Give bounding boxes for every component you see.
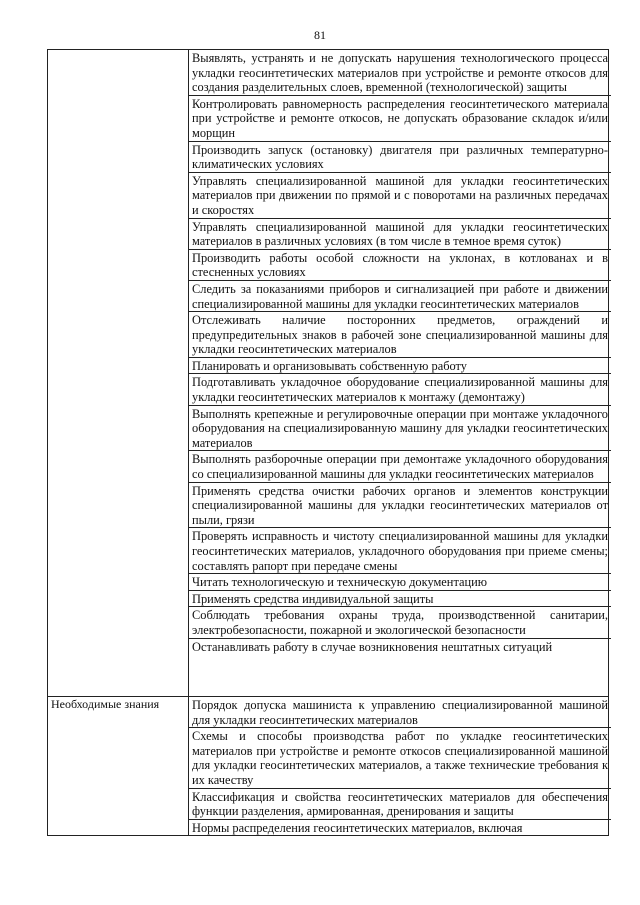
skill-item: Контролировать равномерность распределения геосинтетического материала при устройстве и ремонте откосов, не допускать образование складок и/или морщин [189,96,611,142]
knowledge-row [48,697,609,836]
skill-item: Выполнять разборочные операции при демонтаже укладочного оборудования со специализированной машины для укладки геосинтетических материалов [189,451,611,482]
knowledge-item: Схемы и способы производства работ по укладке геосинтетических материалов при устройстве и ремонте откосов специализированной машиной для укладки геосинтетических материалов, а также технические требования к их качеству [189,728,611,788]
skill-item: Останавливать работу в случае возникновения нештатных ситуаций [192,639,553,654]
skill-item: Проверять исправность и чистоту специализированной машины для укладки геосинтетических материалов, укладочного оборудования при приеме смены; составлять рапорт при передаче смены [189,528,611,574]
skills-items-cell [189,50,609,697]
skill-item: Управлять специализированной машиной для укладки геосинтетических материалов в различных условиях (в том числе в темное время суток) [189,219,611,250]
skill-item: Производить работы особой сложности на уклонах, в котлованах и в стесненных условиях [189,250,611,281]
skills-row [48,50,609,697]
skill-item: Применять средства индивидуальной защиты [189,591,611,608]
skill-item: Применять средства очистки рабочих органов и элементов конструкции специализированной машины для укладки геосинтетических материалов от пыли, грязи [189,483,611,529]
skill-item: Производить запуск (остановку) двигателя при различных температурно-климатических условиях [189,142,611,173]
skill-item: Соблюдать требования охраны труда, производственной санитарии, электробезопасности, пожарной и экологической безопасности [189,607,611,638]
skill-item: Управлять специализированной машиной для укладки геосинтетических материалов при движении по прямой и с поворотами на различных передачах и скоростях [189,173,611,219]
knowledge-item: Порядок допуска машиниста к управлению специализированной машиной для укладки геосинтетических материалов [189,697,611,728]
skill-item: Выявлять, устранять и не допускать нарушения технологического процесса укладки геосинтетических материалов при устройстве и ремонте откосов для создания разделительных слоев, временной (технологической) защиты [189,50,611,96]
knowledge-item: Нормы распределения геосинтетических материалов, включая [192,820,523,835]
knowledge-item: Классификация и свойства геосинтетических материалов для обеспечения функции разделения, армированная, дренирования и защиты [189,789,611,820]
skill-item: Отслеживать наличие посторонних предметов, ограждений и предупредительных знаков в рабочей зоне специализированной машины для укладки геосинтетических материалов [189,312,611,358]
skills-label-cell [48,50,189,697]
skill-item: Читать технологическую и техническую документацию [189,574,611,591]
page-number: 81 [314,28,326,42]
skill-item: Следить за показаниями приборов и сигнализацией при работе и движении специализированной машины для укладки геосинтетических материалов [189,281,611,312]
skill-item: Планировать и организовывать собственную работу [189,358,611,375]
requirements-table [47,49,609,836]
skill-item: Подготавливать укладочное оборудование специализированной машины для укладки геосинтетических материалов к монтажу (демонтажу) [189,374,611,405]
knowledge-items-cell [189,697,609,836]
knowledge-label-cell: Необходимые знания [48,697,189,836]
skill-item: Выполнять крепежные и регулировочные операции при монтаже укладочного оборудования на специализированную машину для укладки геосинтетических материалов [189,406,611,452]
